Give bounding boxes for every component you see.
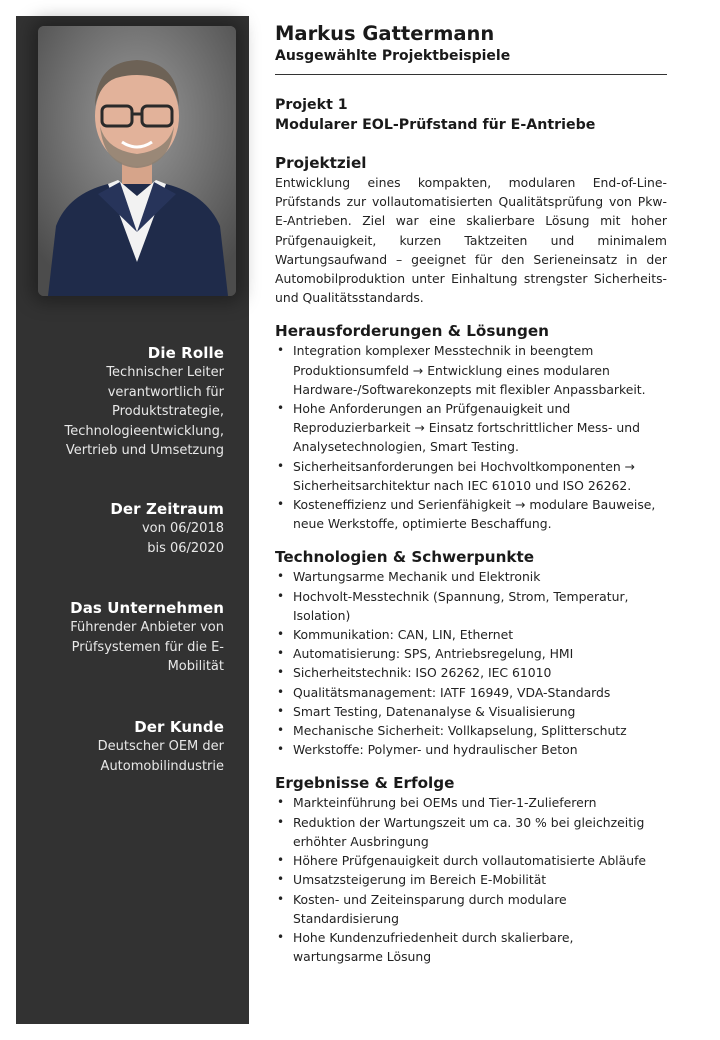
goal-heading: Projektziel: [275, 154, 367, 172]
list-item: • Höhere Prüfgenauigkeit durch vollautomatisierte Abläufe: [275, 851, 667, 870]
client-block: [34, 717, 224, 776]
period-title: Der Zeitraum: [110, 500, 224, 518]
list-item: • Kosten- und Zeiteinsparung durch modulare Standardisierung: [275, 890, 667, 928]
role-text: Technischer Leiter verantwortlich für Produktstrategie, Technologieentwicklung, Vertrieb und Umsetzung: [64, 365, 224, 458]
company-block: [34, 598, 224, 677]
client-text: Deutscher OEM der Automobilindustrie: [97, 739, 224, 774]
list-item: • Sicherheitstechnik: ISO 26262, IEC 61010: [275, 663, 667, 682]
challenges-list: [275, 341, 667, 533]
main-content: [275, 22, 667, 966]
role-title: Die Rolle: [147, 344, 224, 362]
list-item: • Kommunikation: CAN, LIN, Ethernet: [275, 625, 667, 644]
technologies-section: [275, 547, 667, 759]
role-block: [34, 343, 224, 461]
period-end: bis 06/2020: [147, 540, 224, 556]
list-item: • Markteinführung bei OEMs und Tier-1-Zulieferern: [275, 793, 667, 812]
list-item: • Automatisierung: SPS, Antriebsregelung, HMI: [275, 644, 667, 663]
page-subtitle: Ausgewählte Projektbeispiele: [275, 48, 511, 64]
list-item: • Werkstoffe: Polymer- und hydraulischer Beton: [275, 740, 667, 759]
list-item: • Hohe Kundenzufriedenheit durch skalierbare, wartungsarme Lösung: [275, 928, 667, 966]
goal-text: Entwicklung eines kompakten, modularen End-of-Line-Prüfstands zur vollautomatisierten Qualitätsprüfung von Pkw-E-Antrieben. Ziel war eine skalierbare Lösung mit hoher Prüfgenauigkeit, kurzen Taktzeiten und minimalem Wartungsaufwand – geeignet für den Serieneinsatz in der Automobilproduktion unter Einhaltung strengster Sicherheits- und Qualitätsstandards.: [275, 175, 667, 306]
technologies-heading: Technologien & Schwerpunkte: [275, 548, 535, 567]
list-item: • Smart Testing, Datenanalyse & Visualisierung: [275, 702, 667, 721]
list-item: • Integration komplexer Messtechnik in beengtem Produktionsumfeld → Entwicklung eines modularen Hardware-/Softwarekonzepts mit flexibler Anpassbarkeit.: [275, 341, 667, 399]
portrait-illustration: [38, 26, 236, 296]
list-item: • Kosteneffizienz und Serienfähigkeit → modulare Bauweise, neue Werkstoffe, optimierte Beschaffung.: [275, 495, 667, 533]
period-block: [34, 499, 224, 558]
goal-section: [275, 153, 667, 307]
list-item: • Wartungsarme Mechanik und Elektronik: [275, 567, 667, 586]
challenges-heading: Herausforderungen & Lösungen: [275, 322, 549, 341]
list-item: • Qualitätsmanagement: IATF 16949, VDA-Standards: [275, 683, 667, 702]
list-item: • Mechanische Sicherheit: Vollkapselung, Splitterschutz: [275, 721, 667, 740]
list-item: • Umsatzsteigerung im Bereich E-Mobilität: [275, 870, 667, 889]
portrait-photo: [38, 26, 236, 296]
list-item: • Hohe Anforderungen an Prüfgenauigkeit und Reproduzierbarkeit → Einsatz fortschrittlicher Mess- und Analysetechnologien, Smart Testing.: [275, 399, 667, 457]
list-item: • Hochvolt-Messtechnik (Spannung, Strom, Temperatur, Isolation): [275, 587, 667, 625]
list-item: • Reduktion der Wartungszeit um ca. 30 % bei gleichzeitig erhöhter Ausbringung: [275, 813, 667, 851]
client-title: Der Kunde: [134, 718, 224, 736]
results-heading: Ergebnisse & Erfolge: [275, 774, 455, 793]
header-divider: [275, 74, 667, 75]
results-list: [275, 793, 667, 966]
project-heading: [275, 95, 667, 135]
project-title: Modularer EOL-Prüfstand für E-Antriebe: [275, 117, 596, 133]
results-section: [275, 773, 667, 966]
company-text: Führender Anbieter von Prüfsystemen für die E-Mobilität: [70, 620, 224, 674]
project-number: Projekt 1: [275, 97, 348, 113]
challenges-section: [275, 321, 667, 533]
technologies-list: [275, 567, 667, 759]
company-title: Das Unternehmen: [70, 599, 224, 617]
person-name: Markus Gattermann: [275, 22, 495, 45]
list-item: • Sicherheitsanforderungen bei Hochvoltkomponenten → Sicherheitsarchitektur nach IEC 61010 und ISO 26262.: [275, 457, 667, 495]
sidebar: [16, 16, 249, 1024]
period-start: von 06/2018: [141, 521, 224, 536]
